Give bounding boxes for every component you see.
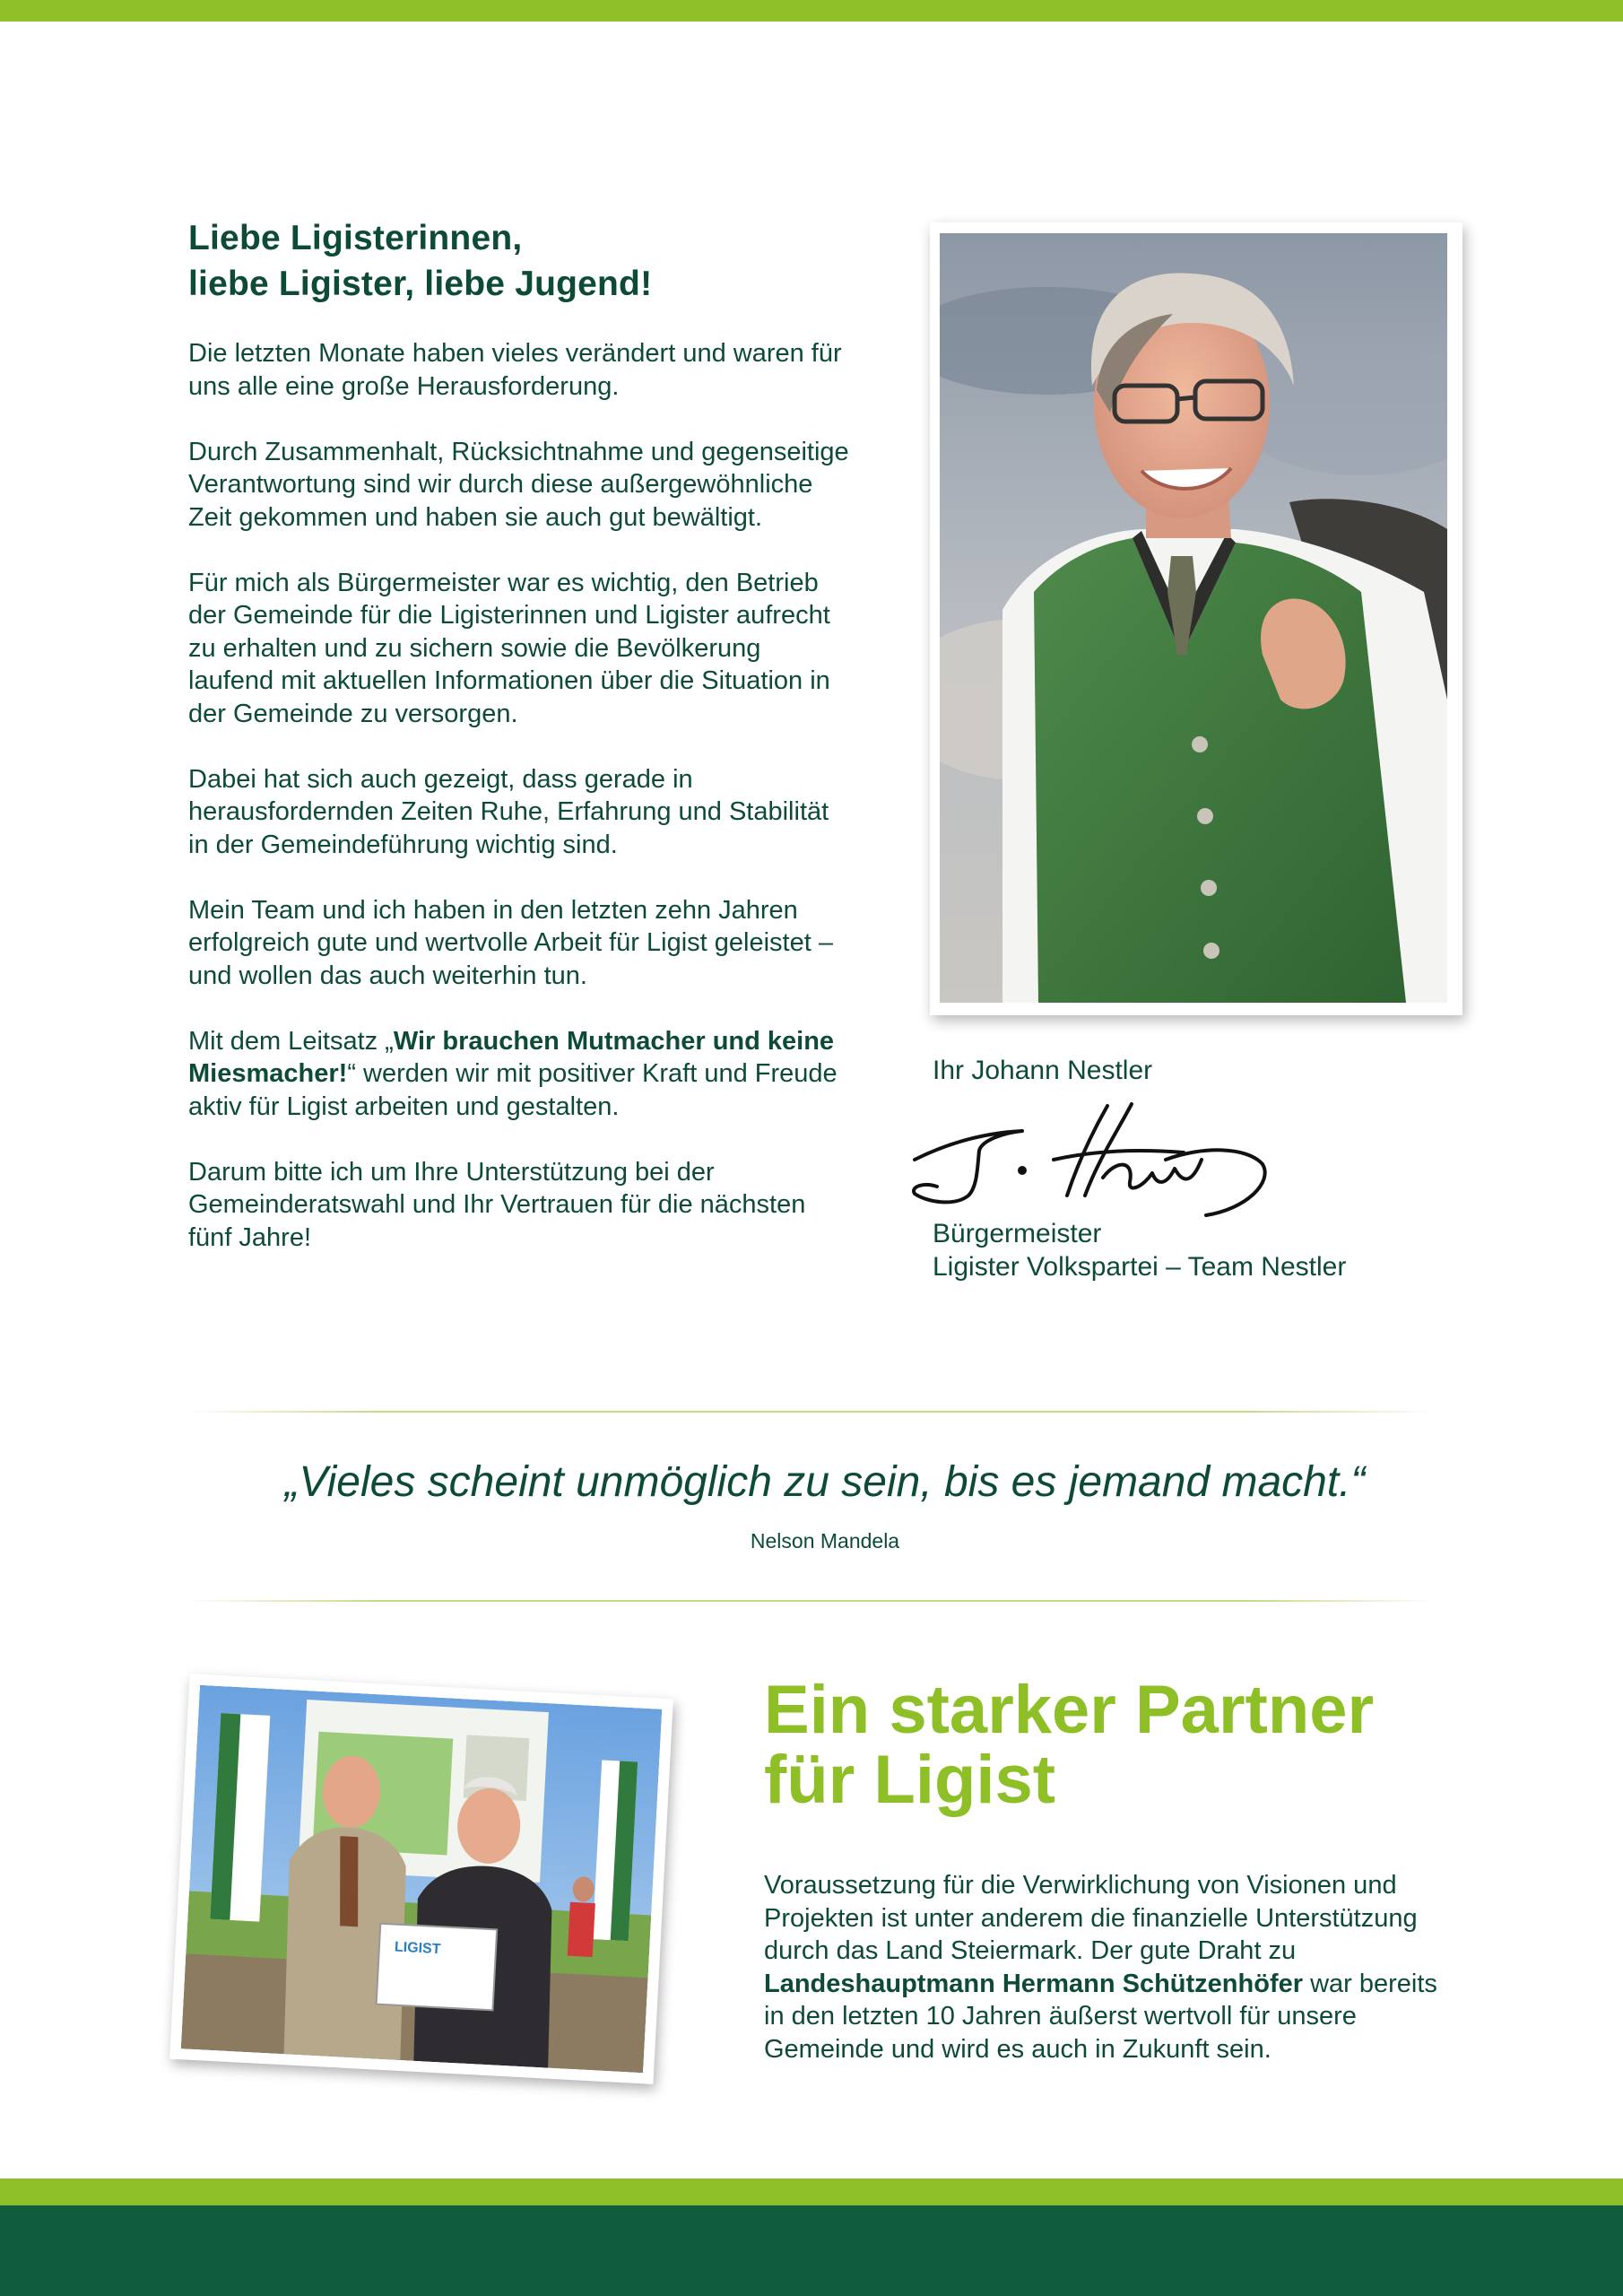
letter-paragraph-6 [188, 1025, 852, 1124]
letter-paragraph-1: Die letzten Monate haben vieles verändert und waren für uns alle eine große Herausforderung. [188, 339, 842, 401]
letter-paragraph-2: Durch Zusammenhalt, Rücksichtnahme und gegenseitige Verantwortung sind wir durch diese außergewöhnliche Zeit gekommen und haben sie auch gut bewältigt. [188, 437, 849, 532]
portrait-photo-frame [930, 222, 1462, 1015]
motto-prefix: Mit dem Leitsatz „ [188, 1026, 394, 1056]
handwritten-signature [897, 1097, 1273, 1222]
signature-greeting: Ihr Johann Nestler [933, 1056, 1153, 1085]
motto-bold: Wir brauchen Mutmacher und keine Miesmacher! [188, 1026, 835, 1088]
partner-title [764, 1672, 1481, 1818]
letter-paragraph-7: Darum bitte ich um Ihre Unterstützung bei der Gemeinderatswahl und Ihr Vertrauen für die nächsten fünf Jahre! [188, 1157, 806, 1252]
signature-role [933, 1217, 1346, 1283]
partner-sign-label: LIGIST [394, 1939, 441, 1958]
signature-role-line2: Ligister Volkspartei – Team Nestler [933, 1252, 1347, 1282]
partner-title-line1: Ein starker Partner [764, 1672, 1375, 1748]
divider-bottom [188, 1600, 1435, 1602]
divider-top [188, 1411, 1435, 1413]
quote-text: „Vieles scheint unmöglich zu sein, bis es jemand macht.“ [284, 1458, 1366, 1506]
letter-heading-line2: liebe Ligister, liebe Jugend! [188, 265, 653, 303]
partner-text-end: war bereits in den letzten 10 Jahren äußerst wertvoll für unsere Gemeinde und wird es auch in Zukunft sein. [764, 1969, 1437, 2064]
top-accent-bar [0, 0, 1623, 22]
partner-text-bold: Landeshauptmann Hermann Schützenhöfer [764, 1969, 1304, 1998]
signature-role-line1: Bürgermeister [933, 1219, 1102, 1248]
partner-photo-frame [169, 1674, 673, 2084]
portrait-photo [940, 233, 1447, 1003]
quote-author: Nelson Mandela [750, 1529, 900, 1552]
letter-heading [188, 215, 852, 307]
partner-text-start: Voraussetzung für die Verwirklichung von Visionen und Projekten ist unter anderem die finanzielle Unterstützung durch das Land Steiermark. Der gute Draht zu [764, 1871, 1418, 1965]
footer-accent-bar [0, 2179, 1623, 2205]
letter-paragraph-5: Mein Team und ich haben in den letzten zehn Jahren erfolgreich gute und wertvolle Arbeit für Ligist geleistet – und wollen das auch weiterhin tun. [188, 895, 833, 990]
letter-heading-line1: Liebe Ligisterinnen, [188, 219, 523, 257]
partner-photo [181, 1685, 663, 2073]
letter-paragraph-3: Für mich als Bürgermeister war es wichtig, den Betrieb der Gemeinde für die Ligisterinnen und Ligister aufrecht zu erhalten und zu sichern sowie die Bevölkerung laufend mit aktuellen Informationen über die Situation in der Gemeinde zu versorgen. [188, 568, 830, 728]
signature-block [933, 1054, 1435, 1282]
motto-suffix: “ werden wir mit positiver Kraft und Freude aktiv für Ligist arbeiten und gestalten. [188, 1059, 838, 1121]
partner-text [764, 1869, 1463, 2066]
letter-paragraph-4: Dabei hat sich auch gezeigt, dass gerade in herausfordernden Zeiten Ruhe, Erfahrung und Stabilität in der Gemeindeführung wichtig sind. [188, 764, 829, 859]
footer-bar [0, 2205, 1623, 2296]
partner-title-line2: für Ligist [764, 1742, 1056, 1818]
letter-section [188, 215, 852, 1287]
